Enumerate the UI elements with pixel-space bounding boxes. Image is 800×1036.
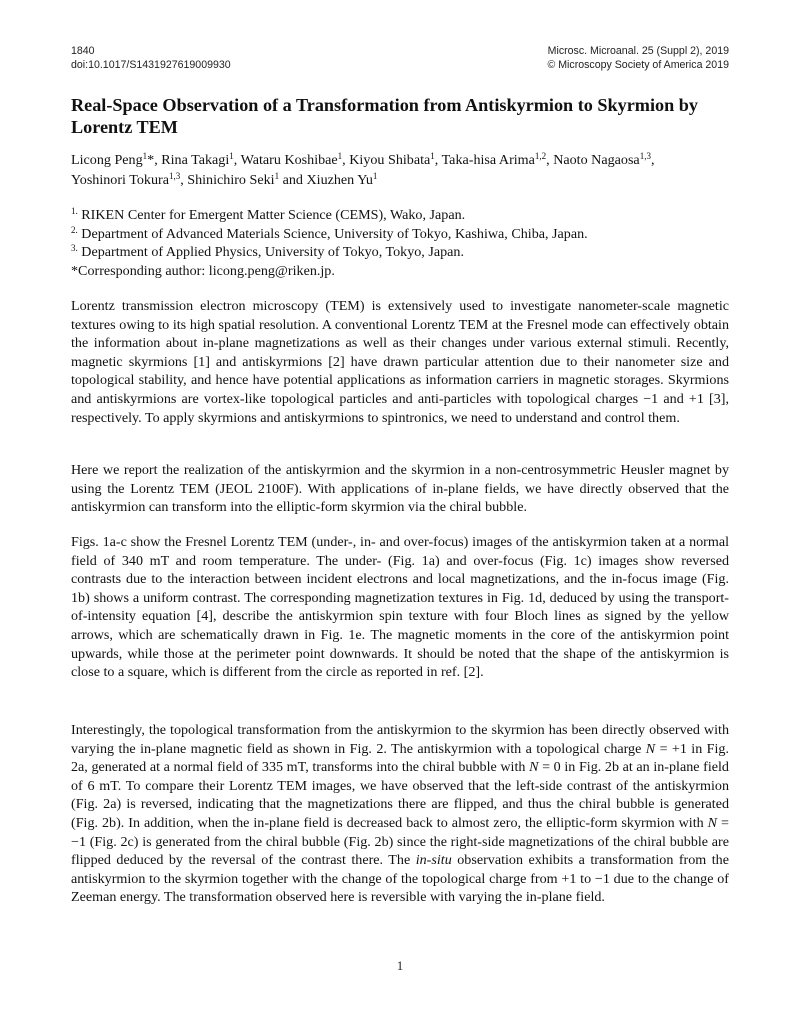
author: Wataru Koshibae$^1$ — [240, 151, 343, 168]
author: Xiuzhen Yu$^1$ — [306, 170, 378, 188]
author: Licong Peng$^1$* — [71, 151, 155, 168]
author: Taka-hisa Arima$^{1,2}$ — [441, 151, 547, 168]
author: Shinichiro Seki$^1$ — [187, 170, 280, 188]
header-right — [547, 44, 729, 72]
paragraph-figure-1: Figs. 1a-c show the Fresnel Lorentz TEM (under-, in- and over-focus) images of the antiskyrmion taken at a normal field of 340 mT and room temperature. The under- (Fig. 1a) and over-focus (Fig. 1c) images show reversed contrasts due to the interaction between incident electrons and local magnetizations, and the in-focus image (Fig. 1b) shows a uniform contrast. The corresponding magnetization textures in Fig. 1d, deduced by using the transport-of-intensity equation [4], describe the antiskyrmion spin texture with four Bloch lines as signed by the yellow arrows, which are schematically drawn in Fig. 1e. The magnetic moments in the core of the antiskyrmion point upwards, while those at the perimeter point downwards. It should be noted that the shape of the antiskyrmion is close to a square, which is different from the circle as reported in ref. [2]. — [71, 534, 729, 681]
author: Naoto Nagaosa$^{1,3}$ — [553, 151, 651, 168]
journal-page-number: 1840 — [71, 45, 95, 57]
doi: doi:10.1017/S1431927619009930 — [71, 59, 231, 71]
affiliation: $^{2.}$ Department of Advanced Materials Science, University of Tokyo, Kashiwa, Chiba, Japan. — [71, 224, 588, 242]
author: Kiyou Shibata$^1$ — [349, 151, 435, 168]
paragraph-introduction: Lorentz transmission electron microscopy (TEM) is extensively used to investigate nanometer-scale magnetic textures owing to its high spatial resolution. A conventional Lorentz TEM at the Fresnel mode can effectively obtain the information about in-plane magnetizations as well as their changes under various external stimuli. Recently, magnetic skyrmions [1] and antiskyrmions [2] have drawn particular attention due to their nanometer size and topological stability, and hence have potential applications as information carriers in magnetic storages. Skyrmions and antiskyrmions are vortex-like topological particles and anti-particles with topological charges −1 and +1 [3], respectively. To apply skyrmions and antiskyrmions to spintronics, we need to understand and control them. — [71, 298, 729, 426]
affiliation: $^{3.}$ Department of Applied Physics, University of Tokyo, Tokyo, Japan. — [71, 243, 464, 261]
header-left — [71, 44, 231, 72]
paper-title: Real-Space Observation of a Transformation from Antiskyrmion to Skyrmion by Lorentz TEM — [71, 95, 698, 137]
page-number: 1 — [396, 958, 404, 973]
paragraph-summary: Here we report the realization of the antiskyrmion and the skyrmion in a non-centrosymmetric Heusler magnet by using the Lorentz TEM (JEOL 2100F). With applications of in-plane fields, we have directly observed that the antiskyrmion can transform into the elliptic-form skyrmion via the chiral bubble. — [71, 462, 729, 516]
affiliation: $^{1.}$ RIKEN Center for Emergent Matter Science (CEMS), Wako, Japan. — [71, 206, 466, 223]
paragraph-figure-2: Interestingly, the topological transformation from the antiskyrmion to the skyrmion has been directly observed with varying the in-plane magnetic field as shown in Fig. 2. The antiskyrmion with a topological charge N = +1 in Fig. 2a, generated at a normal field of 335 mT, transforms into the chiral bubble with N = 0 in Fig. 2b at an in-plane field of 6 mT. To compare their Lorentz TEM images, we have observed that the left-side contrast of the antiskyrmion (Fig. 2a) is reversed, indicating that the magnetizations there are flipped, and thus the chiral bubble is generated (Fig. 2b). In addition, when the in-plane field is decreased back to almost zero, the elliptic-form skyrmion with N = −1 (Fig. 2c) is generated from the chiral bubble (Fig. 2b) since the right-side magnetizations of the chiral bubble are flipped deduced by the reversal of the contrast there. The in-situ observation exhibits a transformation from the antiskyrmion to the skyrmion together with the change of the topological charge from +1 to −1 due to the change of Zeeman energy. The transformation observed here is reversible with varying the in-plane field. — [71, 722, 729, 906]
author: Yoshinori Tokura$^{1,3}$ — [71, 170, 181, 188]
author: Rina Takagi$^1$ — [161, 151, 234, 168]
corresponding-author: *Corresponding author: licong.peng@riken.jp. — [71, 263, 335, 280]
affiliations — [71, 206, 731, 281]
copyright-notice: © Microscopy Society of America 2019 — [547, 59, 729, 71]
author-list: Licong Peng$^1$*, Rina Takagi$^1$, Wataru Koshibae$^1$, Kiyou Shibata$^1$, Taka-hisa Arima$^{1,2}$, Naoto Nagaosa$^{1,3}$, Yoshinori Tokura$^{1,3}$, Shinichiro Seki$^1$ and Xiuzhen Yu$^1$ — [71, 151, 655, 188]
journal-citation: Microsc. Microanal. 25 (Suppl 2), 2019 — [547, 45, 729, 57]
